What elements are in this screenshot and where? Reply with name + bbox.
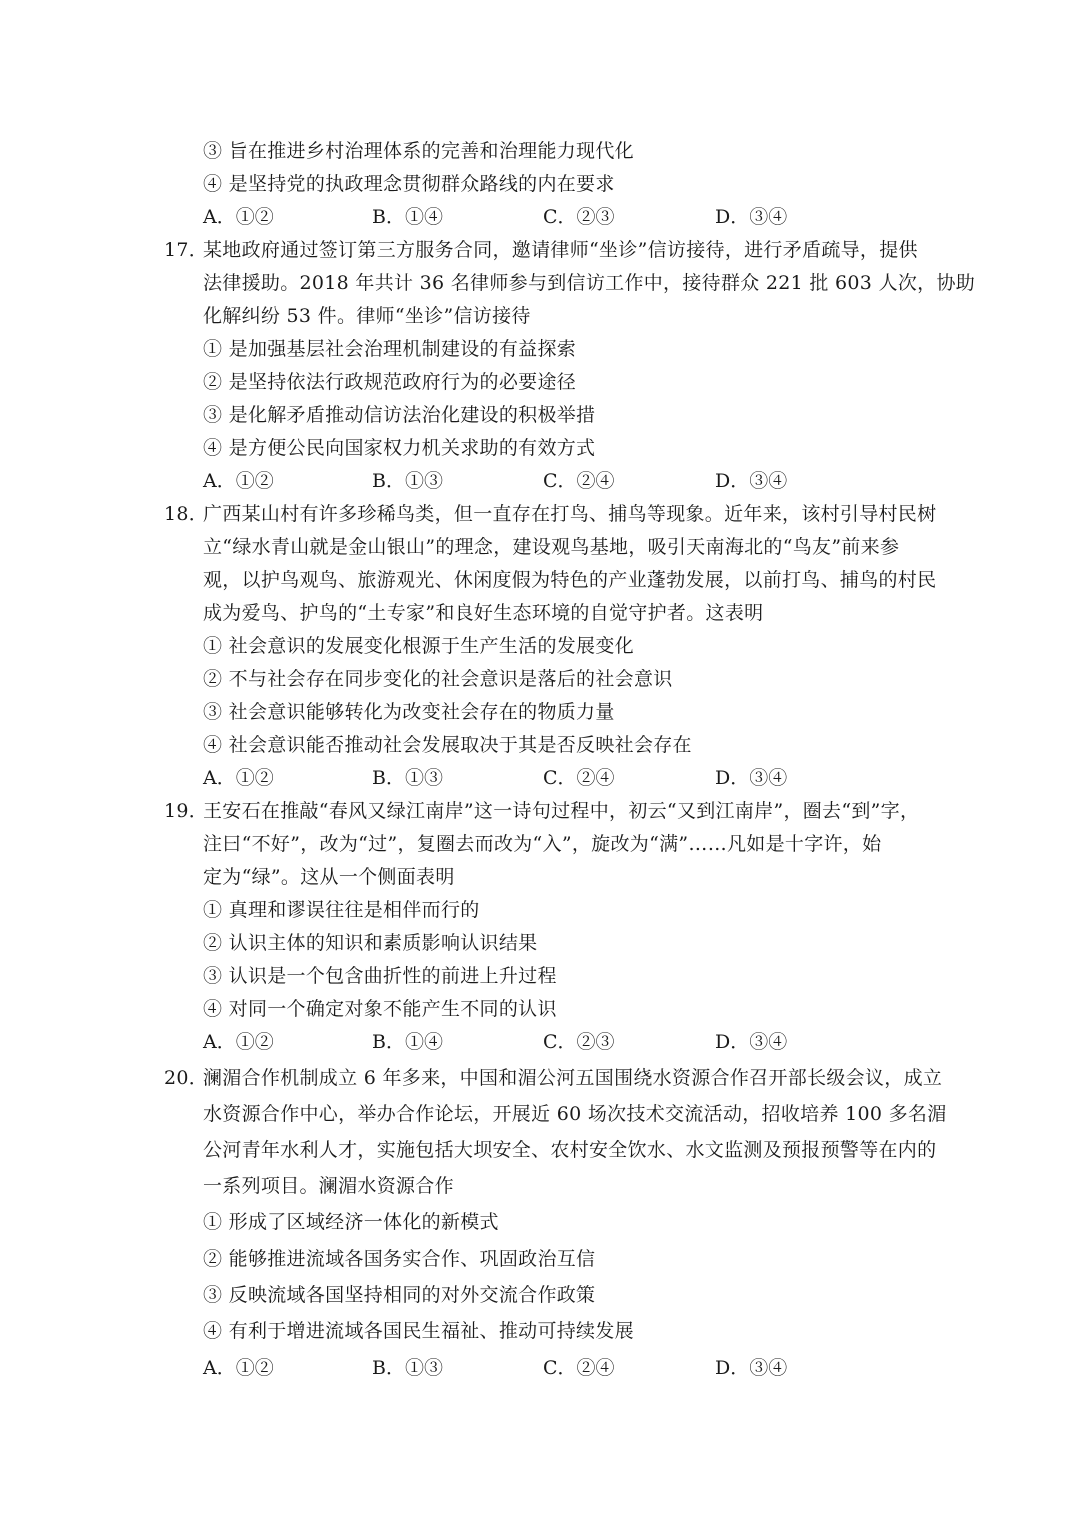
question-stem-line: 法律援助。2018 年共计 36 名律师参与到信访工作中，接待群众 221 批 603 人次，协助 [203, 272, 976, 294]
option-line: ④ 社会意识能否推动社会发展取决于其是否反映社会存在 [203, 734, 692, 756]
choice-a: A．①② [203, 1031, 274, 1053]
question-stem-line: 注曰“不好”，改为“过”，复圈去而改为“入”，旋改为“满”……凡如是十字许，始 [203, 833, 882, 855]
option-line: ② 是坚持依法行政规范政府行为的必要途径 [203, 371, 577, 393]
question-number: 17． [164, 239, 209, 261]
question-stem-line: 化解纠纷 53 件。律师“坐诊”信访接待 [203, 305, 531, 327]
option-line: ④ 是方便公民向国家权力机关求助的有效方式 [203, 437, 596, 459]
question-stem-line: 立“绿水青山就是金山银山”的理念，建设观鸟基地，吸引天南海北的“鸟友”前来参 [203, 536, 900, 558]
option-line: ③ 社会意识能够转化为改变社会存在的物质力量 [203, 701, 615, 723]
choice-c: C．②③ [543, 206, 615, 228]
question-stem-line: 定为“绿”。这从一个侧面表明 [203, 866, 455, 888]
question-stem-line: 王安石在推敲“春风又绿江南岸”这一诗句过程中，初云“又到江南岸”，圈去“到”字， [203, 800, 920, 822]
choice-c: C．②④ [543, 470, 615, 492]
option-line: ④ 是坚持党的执政理念贯彻群众路线的内在要求 [203, 173, 615, 195]
option-line: ① 形成了区域经济一体化的新模式 [203, 1211, 499, 1233]
answer-choices [203, 1356, 843, 1380]
choice-b: B．①③ [372, 767, 443, 789]
question-stem-line: 水资源合作中心，举办合作论坛，开展近 60 场次技术交流活动，招收培养 100 多名湄 [203, 1103, 947, 1125]
question-number: 20． [164, 1067, 209, 1089]
choice-c: C．②④ [543, 767, 615, 789]
option-line: ① 真理和谬误往往是相伴而行的 [203, 899, 480, 921]
question-number: 18． [164, 503, 209, 525]
choice-b: B．①③ [372, 470, 443, 492]
question-stem-line: 公河青年水利人才，实施包括大坝安全、农村安全饮水、水文监测及预报预警等在内的 [203, 1139, 937, 1161]
option-line: ③ 是化解矛盾推动信访法治化建设的积极举措 [203, 404, 596, 426]
answer-choices [203, 205, 843, 229]
option-line: ② 不与社会存在同步变化的社会意识是落后的社会意识 [203, 668, 673, 690]
choice-b: B．①③ [372, 1357, 443, 1379]
option-line: ③ 反映流域各国坚持相同的对外交流合作政策 [203, 1284, 596, 1306]
choice-b: B．①④ [372, 1031, 443, 1053]
choice-a: A．①② [203, 767, 274, 789]
choice-a: A．①② [203, 470, 274, 492]
answer-choices [203, 469, 843, 493]
option-line: ① 社会意识的发展变化根源于生产生活的发展变化 [203, 635, 634, 657]
choice-d: D．③④ [715, 470, 788, 492]
choice-a: A．①② [203, 206, 274, 228]
choice-c: C．②③ [543, 1031, 615, 1053]
question-stem-line: 观，以护鸟观鸟、旅游观光、休闲度假为特色的产业蓬勃发展，以前打鸟、捕鸟的村民 [203, 569, 937, 591]
choice-d: D．③④ [715, 767, 788, 789]
question-stem-line: 澜湄合作机制成立 6 年多来，中国和湄公河五国围绕水资源合作召开部长级会议，成立 [203, 1067, 943, 1089]
question-stem-line: 某地政府通过签订第三方服务合同，邀请律师“坐诊”信访接待，进行矛盾疏导，提供 [203, 239, 918, 261]
choice-b: B．①④ [372, 206, 443, 228]
question-stem-line: 成为爱鸟、护鸟的“土专家”和良好生态环境的自觉守护者。这表明 [203, 602, 764, 624]
answer-choices [203, 1030, 843, 1054]
answer-choices [203, 766, 843, 790]
choice-c: C．②④ [543, 1357, 615, 1379]
option-line: ③ 认识是一个包含曲折性的前进上升过程 [203, 965, 557, 987]
question-stem-line: 一系列项目。澜湄水资源合作 [203, 1175, 454, 1197]
choice-a: A．①② [203, 1357, 274, 1379]
question-stem-line: 广西某山村有许多珍稀鸟类，但一直存在打鸟、捕鸟等现象。近年来，该村引导村民树 [203, 503, 937, 525]
choice-d: D．③④ [715, 1357, 788, 1379]
option-line: ③ 旨在推进乡村治理体系的完善和治理能力现代化 [203, 140, 634, 162]
choice-d: D．③④ [715, 206, 788, 228]
option-line: ④ 有利于增进流域各国民生福祉、推动可持续发展 [203, 1320, 634, 1342]
choice-d: D．③④ [715, 1031, 788, 1053]
option-line: ④ 对同一个确定对象不能产生不同的认识 [203, 998, 557, 1020]
question-number: 19． [164, 800, 209, 822]
option-line: ② 认识主体的知识和素质影响认识结果 [203, 932, 538, 954]
option-line: ① 是加强基层社会治理机制建设的有益探索 [203, 338, 577, 360]
option-line: ② 能够推进流域各国务实合作、巩固政治互信 [203, 1248, 596, 1270]
